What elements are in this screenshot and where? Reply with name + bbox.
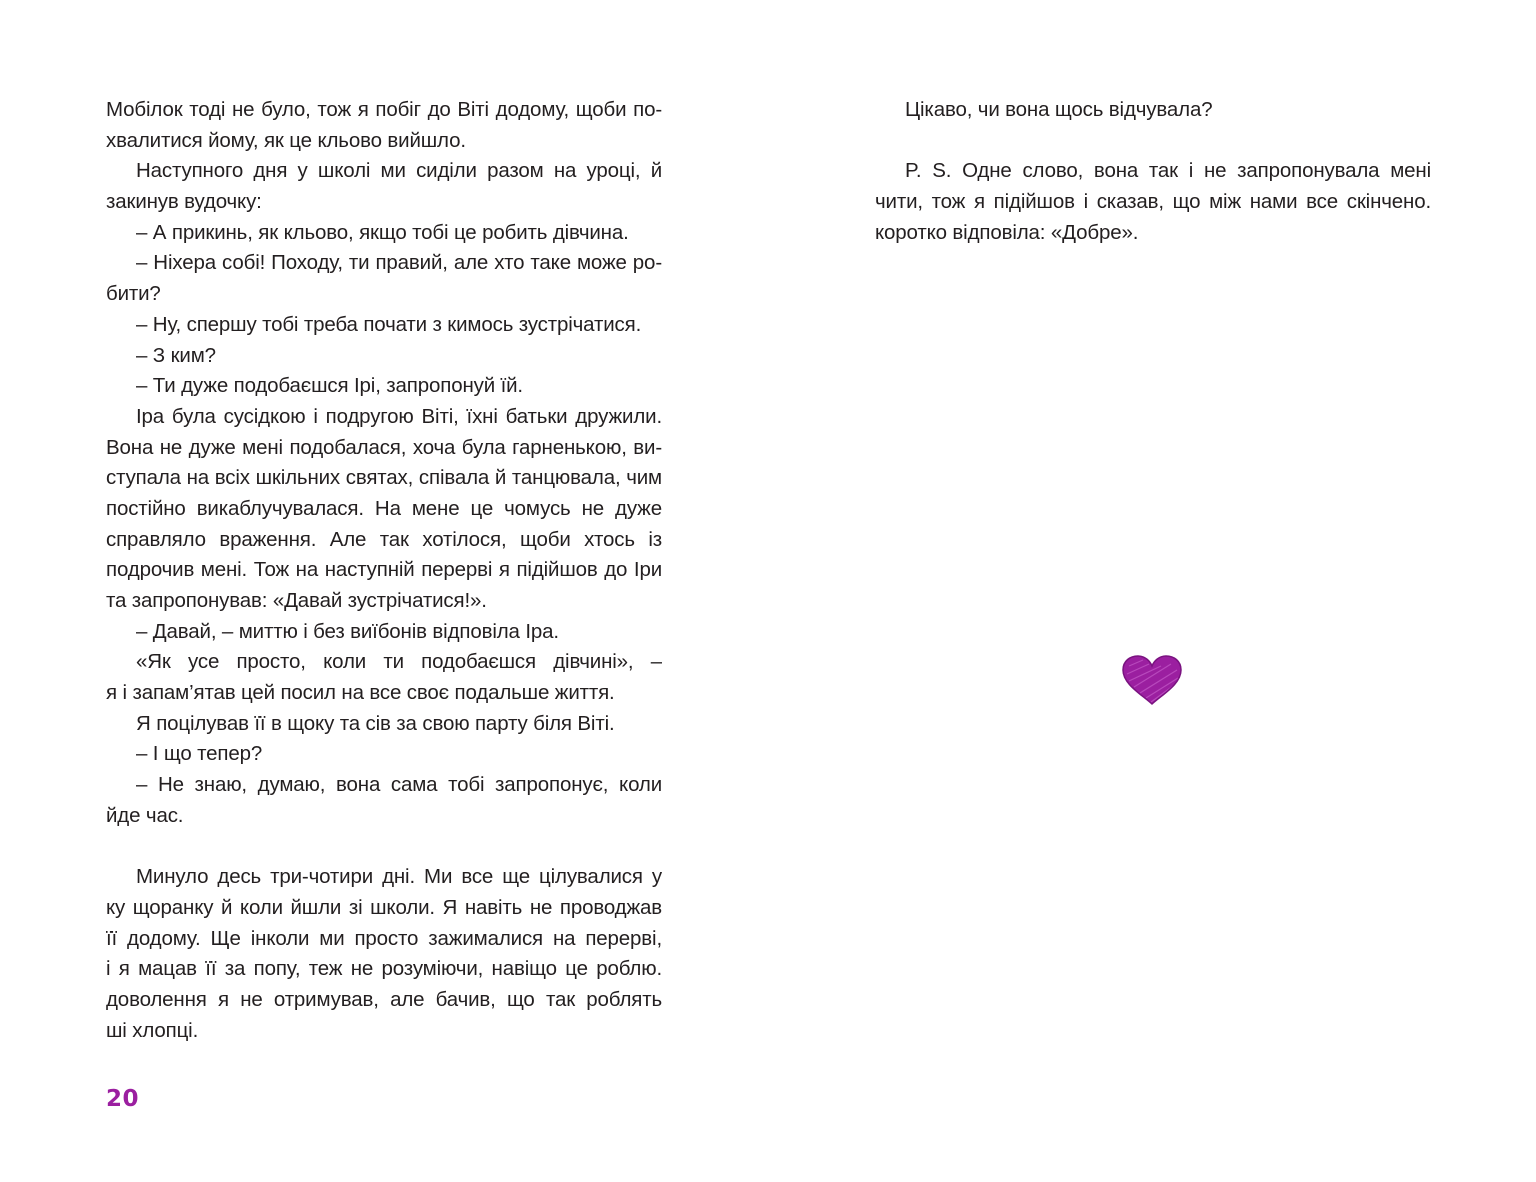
text-line: подрочив мені. Тож на наступній перерві я підійшов до Іри	[106, 558, 662, 582]
text-line: – Не знаю, думаю, вона сама тобі запропонує, коли	[136, 773, 662, 797]
text-line: справляло враження. Але так хотілося, щоби хтось із	[106, 527, 662, 551]
text-line: бити?	[106, 282, 161, 306]
text-line: Наступного дня у школі ми сиділи разом на уроці, й	[136, 159, 662, 183]
text-line: коротко відповіла: «Добре».	[875, 220, 1139, 244]
right-page	[768, 0, 1536, 1182]
text-line: її додому. Ще інколи ми просто зажималися на перерві,	[106, 926, 662, 950]
text-line: Я поцілував її в щоку та сів за свою парту біля Віті.	[136, 711, 615, 735]
text-line: чити, тож я підійшов і сказав, що між нами все скінчено.	[875, 190, 1431, 214]
text-line: ступала на всіх шкільних святах, співала й танцювала, чим	[106, 466, 662, 490]
text-line: постійно викаблучувалася. На мене це чомусь не дуже	[106, 496, 662, 520]
text-line: – І що тепер?	[136, 742, 263, 766]
right-text-column	[875, 95, 1431, 248]
text-line: хвалитися йому, як це кльово вийшло.	[106, 128, 466, 152]
text-line: і я мацав її за попу, теж не розуміючи, навіщо це роблю.	[106, 957, 662, 981]
text-line: йде час.	[106, 803, 184, 827]
text-line: доволення я не отримував, але бачив, що так роблять	[106, 987, 662, 1011]
text-line: Іра була сусідкою і подругою Віті, їхні батьки дружили.	[136, 404, 662, 428]
text-line: – Ну, спершу тобі треба почати з кимось зустрічатися.	[136, 312, 642, 336]
text-line: – Ніхера собі! Походу, ти правий, але хто таке може ро-	[136, 251, 662, 275]
text-line: ші хлопці.	[106, 1018, 199, 1042]
text-line: – Давай, – миттю і без виїбонів відповіла Іра.	[136, 619, 559, 643]
text-line: Минуло десь три-чотири дні. Ми все ще цілувалися у	[136, 865, 662, 889]
text-line	[875, 126, 1431, 157]
text-line: – А прикинь, як кльово, якщо тобі це робить дівчина.	[136, 220, 629, 244]
text-line: Вона не дуже мені подобалася, хоча була гарненькою, ви-	[106, 435, 662, 459]
text-line: Цікаво, чи вона щось відчувала?	[905, 98, 1213, 121]
text-line: – Ти дуже подобаєшся Ірі, запропонуй їй.	[136, 374, 523, 398]
text-line: закинув вудочку:	[106, 190, 262, 214]
text-line: P. S. Одне слово, вона так і не запропонувала мені	[905, 159, 1431, 183]
text-line	[106, 832, 662, 863]
left-text-column	[106, 95, 662, 1046]
heart-icon	[1121, 654, 1183, 706]
text-line: та запропонував: «Давай зустрічатися!».	[106, 589, 487, 612]
page-number: 20	[106, 1086, 140, 1112]
text-line: я і запам’ятав цей посил на все своє подальше життя.	[106, 681, 615, 705]
text-line: ку щоранку й коли йшли зі школи. Я навіть не проводжав	[106, 895, 662, 919]
text-line: Мобілок тоді не було, тож я побіг до Віті додому, щоби по-	[106, 98, 662, 121]
text-line: – З ким?	[136, 343, 216, 367]
text-line: «Як усе просто, коли ти подобаєшся дівчині», –	[136, 650, 662, 674]
